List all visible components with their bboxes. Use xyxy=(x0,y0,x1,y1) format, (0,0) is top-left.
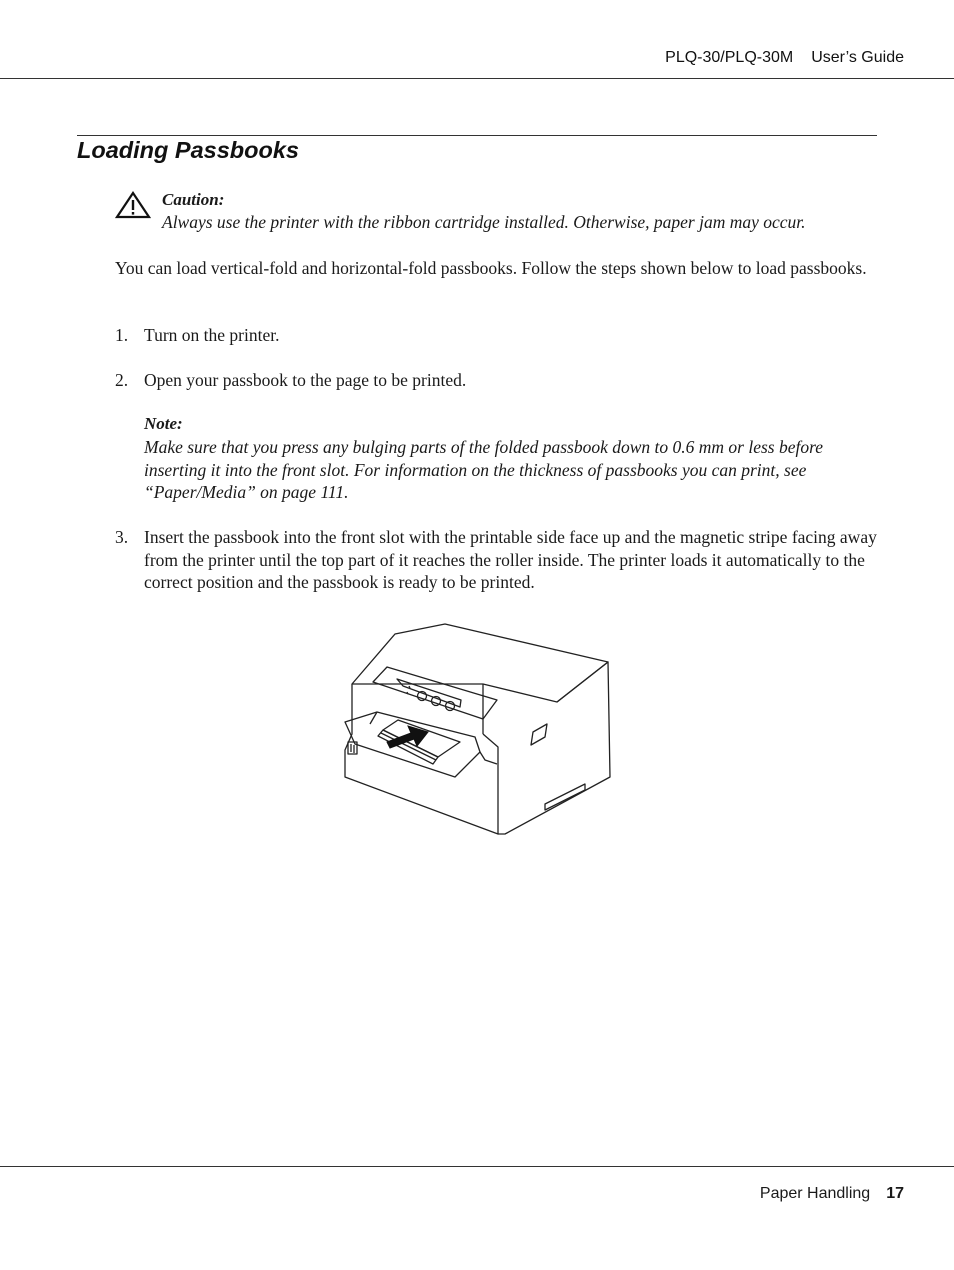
caution-label: Caution: xyxy=(162,190,225,209)
step-text: Insert the passbook into the front slot with the printable side face up and the magnetic stripe facing away from the printer until the top part of it reaches the roller inside. The printer loads it automatically to the correct position and the passbook is ready to be printed. xyxy=(144,527,877,592)
printer-passbook-illustration xyxy=(335,612,620,840)
footer-rule xyxy=(0,1166,954,1167)
header-guide: User’s Guide xyxy=(811,49,904,66)
header-model: PLQ-30/PLQ-30M xyxy=(665,49,794,66)
warning-triangle-icon xyxy=(115,191,151,219)
step-text: Turn on the printer. xyxy=(144,325,280,345)
note-label: Note: xyxy=(144,414,183,433)
note-text: Make sure that you press any bulging parts of the folded passbook down to 0.6 mm or less before inserting it into the front slot. For information on the thickness of passbooks you can print, see “Paper/Media” on page 111. xyxy=(144,437,824,502)
page-header xyxy=(665,49,904,67)
step-number: 2. xyxy=(115,370,129,390)
step-text: Open your passbook to the page to be printed. xyxy=(144,370,467,390)
caution-text: Always use the printer with the ribbon cartridge installed. Otherwise, paper jam may occur. xyxy=(162,212,806,232)
step-number: 3. xyxy=(115,527,129,547)
section-rule xyxy=(77,135,877,136)
page-number: 17 xyxy=(886,1185,904,1202)
header-rule xyxy=(0,78,954,79)
step-number: 1. xyxy=(115,325,129,345)
section-title: Loading Passbooks xyxy=(77,137,299,163)
page-footer xyxy=(760,1185,904,1203)
footer-section: Paper Handling xyxy=(759,1185,871,1202)
intro-paragraph: You can load vertical-fold and horizontal-fold passbooks. Follow the steps shown below to load passbooks. xyxy=(115,258,867,278)
